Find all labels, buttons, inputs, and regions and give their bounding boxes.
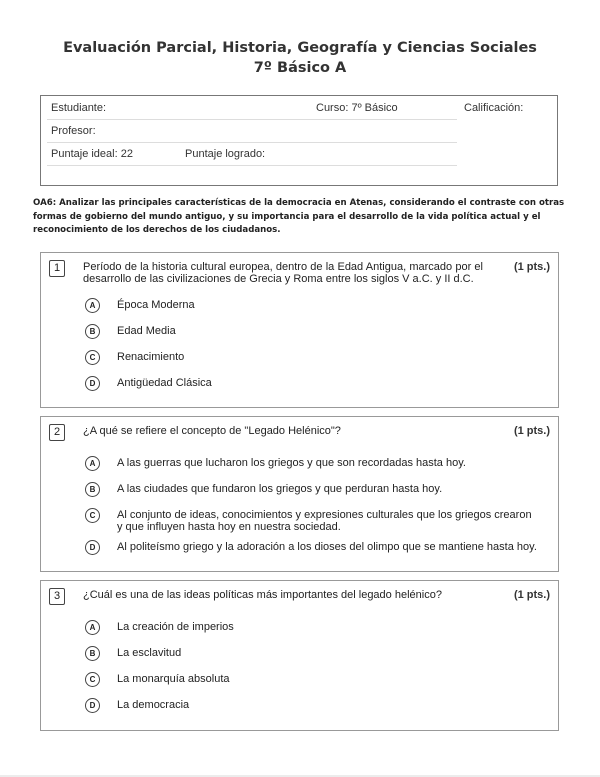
option-text: La monarquía absoluta bbox=[117, 673, 230, 685]
option-text: Época Moderna bbox=[117, 299, 195, 311]
question-number: 3 bbox=[49, 588, 65, 605]
option-circle[interactable]: C bbox=[85, 508, 100, 523]
option-text: A las guerras que lucharon los griegos y que son recordadas hasta hoy. bbox=[117, 457, 466, 469]
grade-field: Calificación: bbox=[464, 102, 524, 114]
option-text: Al conjunto de ideas, conocimientos y expresiones culturales que los griegos crearon y que influyen hasta hoy en nuestra sociedad. bbox=[117, 509, 532, 533]
achieved-score-field: Puntaje logrado: bbox=[185, 148, 266, 160]
student-field: Estudiante: bbox=[51, 102, 107, 114]
divider bbox=[47, 119, 457, 120]
divider bbox=[47, 142, 457, 143]
option-text: Edad Media bbox=[117, 325, 176, 337]
learning-objective: OA6: Analizar las principales características de la democracia en Atenas, considerando el contraste con otras formas de gobierno del mundo antiguo, y su importancia para el desarrollo de la vida política actual y el reconocimiento de los derechos de los ciudadanos. bbox=[33, 198, 565, 235]
option-circle[interactable]: C bbox=[85, 672, 100, 687]
option-text: Renacimiento bbox=[117, 351, 185, 363]
option-circle[interactable]: A bbox=[85, 456, 100, 471]
option-circle[interactable]: B bbox=[85, 646, 100, 661]
ideal-score-field: Puntaje ideal: 22 bbox=[51, 148, 133, 160]
exam-subtitle: 7º Básico A bbox=[253, 60, 347, 76]
question-number: 1 bbox=[49, 260, 65, 277]
option-circle[interactable]: D bbox=[85, 540, 100, 555]
question-points: (1 pts.) bbox=[513, 425, 550, 437]
option-circle[interactable]: B bbox=[85, 482, 100, 497]
question-text: ¿A qué se refiere el concepto de "Legado Helénico"? bbox=[83, 425, 341, 437]
question-card bbox=[40, 416, 559, 572]
question-number: 2 bbox=[49, 424, 65, 441]
exam-title: Evaluación Parcial, Historia, Geografía y Ciencias Sociales bbox=[63, 40, 537, 56]
option-circle[interactable]: B bbox=[85, 324, 100, 339]
question-card bbox=[40, 252, 559, 408]
option-circle[interactable]: A bbox=[85, 620, 100, 635]
course-field: Curso: 7º Básico bbox=[316, 102, 398, 114]
option-circle[interactable]: D bbox=[85, 376, 100, 391]
question-text: Período de la historia cultural europea, dentro de la Edad Antigua, marcado por el desarrollo de las civilizaciones de Grecia y Roma entre los siglos V a.C. y II d.C. bbox=[83, 261, 483, 285]
question-points: (1 pts.) bbox=[513, 589, 550, 601]
option-text: La democracia bbox=[117, 699, 190, 711]
teacher-field: Profesor: bbox=[51, 125, 96, 137]
option-circle[interactable]: A bbox=[85, 298, 100, 313]
option-text: La creación de imperios bbox=[117, 621, 234, 633]
question-text: ¿Cuál es una de las ideas políticas más importantes del legado helénico? bbox=[83, 589, 442, 601]
option-circle[interactable]: D bbox=[85, 698, 100, 713]
option-text: La esclavitud bbox=[117, 647, 182, 659]
option-text: Antigüedad Clásica bbox=[117, 377, 212, 389]
option-circle[interactable]: C bbox=[85, 350, 100, 365]
student-info-box bbox=[40, 95, 558, 186]
divider bbox=[47, 165, 457, 166]
question-card bbox=[40, 580, 559, 731]
option-text: Al politeísmo griego y la adoración a los dioses del olimpo que se mantiene hasta hoy. bbox=[117, 541, 537, 553]
question-points: (1 pts.) bbox=[513, 261, 550, 273]
option-text: A las ciudades que fundaron los griegos y que perduran hasta hoy. bbox=[117, 483, 443, 495]
